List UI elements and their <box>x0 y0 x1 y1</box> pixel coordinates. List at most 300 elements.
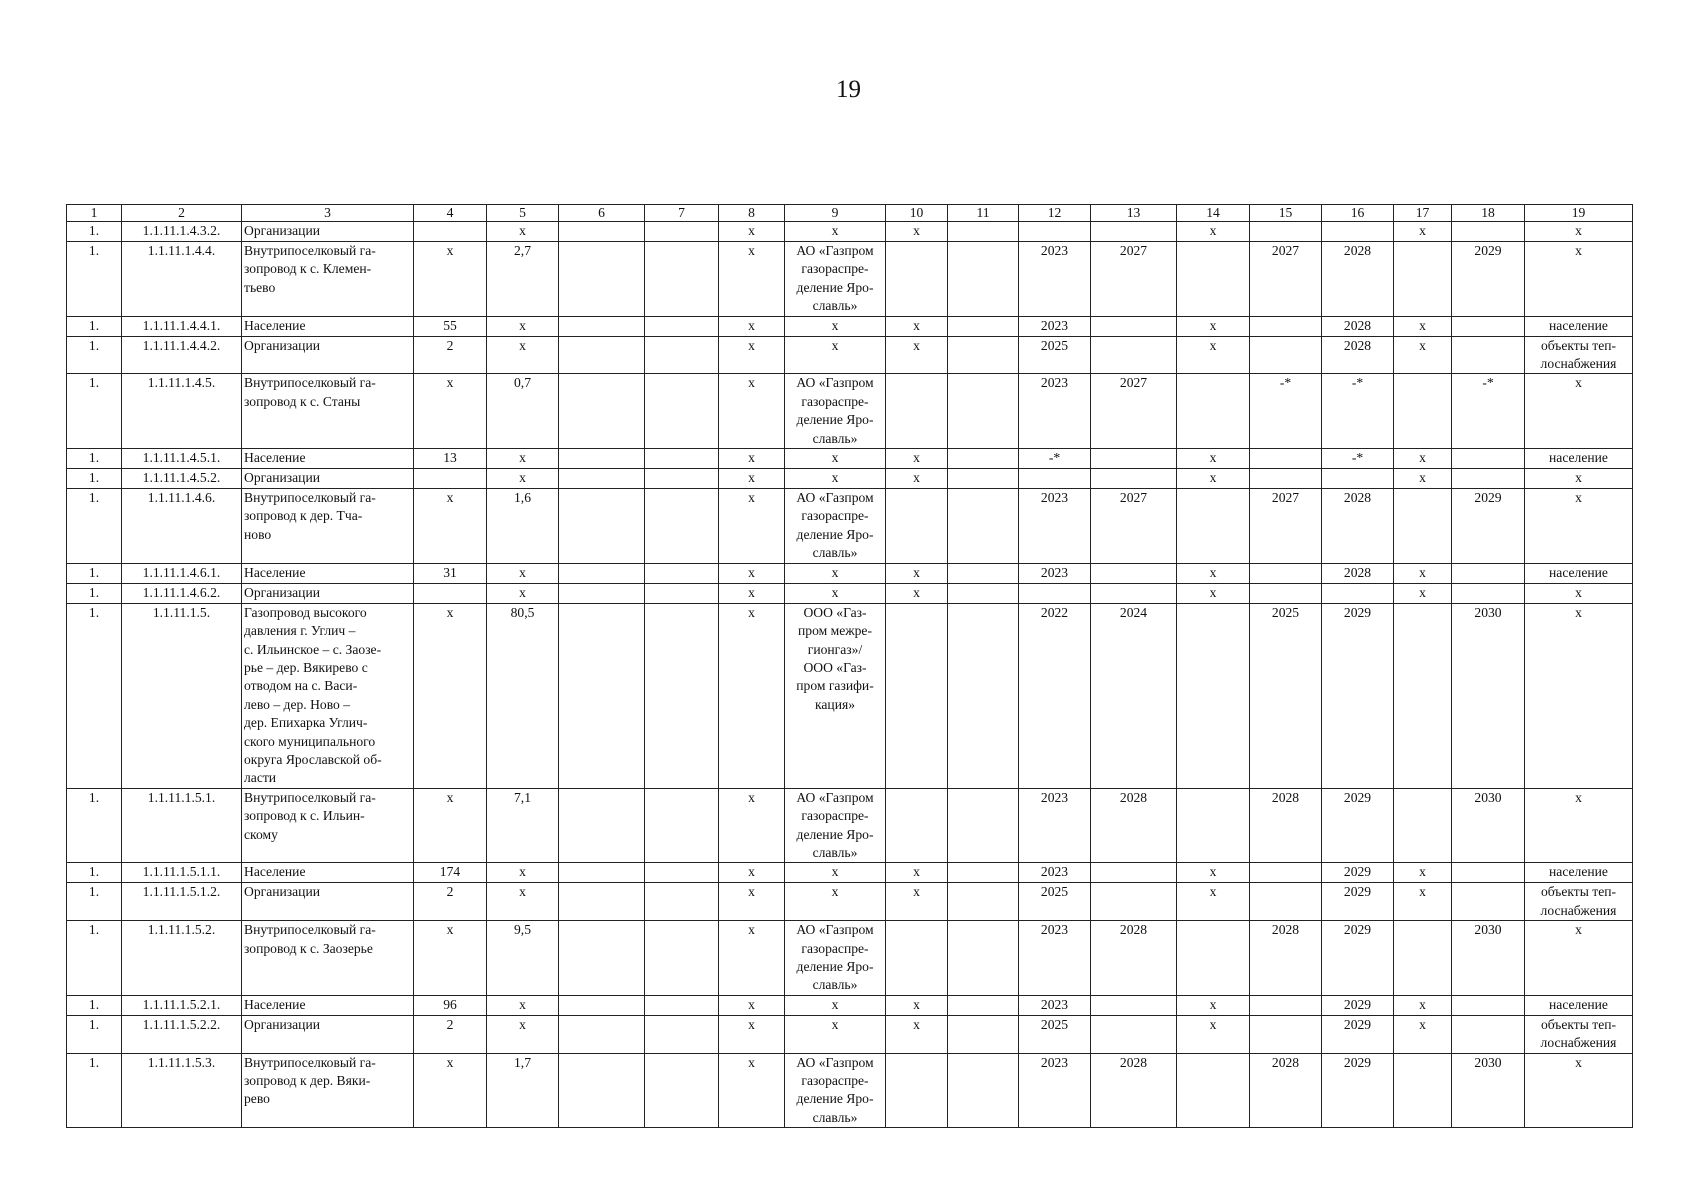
table-cell <box>1394 995 1452 1015</box>
table-cell <box>1177 336 1250 374</box>
table-cell <box>559 995 645 1015</box>
table-cell <box>242 995 414 1015</box>
table-cell <box>67 374 122 449</box>
table-cell <box>1452 921 1525 996</box>
cell-text: x <box>748 470 755 486</box>
cell-text: -* <box>1351 450 1364 466</box>
table-cell <box>1019 583 1091 603</box>
table-cell <box>948 449 1019 469</box>
table-cell <box>886 563 948 583</box>
cell-text: x <box>748 1054 755 1070</box>
table-cell <box>719 449 785 469</box>
table-cell <box>1019 1053 1091 1128</box>
cell-text: x <box>1575 604 1582 620</box>
cell-text: x <box>748 243 755 258</box>
table-cell <box>414 489 487 564</box>
cell-text: 2028 <box>1271 789 1300 805</box>
cell-text: 1. <box>88 604 100 620</box>
table-cell <box>1394 316 1452 336</box>
table-cell <box>948 316 1019 336</box>
table-cell <box>1019 489 1091 564</box>
table-cell <box>785 563 886 583</box>
cell-text: 2023 <box>1040 564 1069 580</box>
cell-text: x <box>519 337 526 353</box>
table-cell <box>719 1053 785 1128</box>
cell-text: 1.1.11.1.4.5. <box>147 375 216 391</box>
cell-text: x <box>748 864 755 880</box>
table-cell <box>1019 883 1091 921</box>
table-cell <box>948 242 1019 317</box>
table-cell <box>242 921 414 996</box>
header-cell: 10 <box>886 205 948 222</box>
table-cell <box>1177 603 1250 788</box>
table-cell <box>948 469 1019 489</box>
table-cell <box>1322 863 1394 883</box>
cell-text: x <box>1209 564 1217 580</box>
table-cell <box>886 1015 948 1053</box>
header-cell: 13 <box>1091 205 1177 222</box>
table-cell <box>1525 316 1633 336</box>
cell-text: 1. <box>88 922 100 938</box>
table-cell <box>242 1053 414 1128</box>
table-cell <box>1452 788 1525 863</box>
table-cell <box>1250 374 1322 449</box>
cell-text: 2023 <box>1040 243 1069 258</box>
table-cell <box>242 788 414 863</box>
header-cell: 1 <box>67 205 122 222</box>
table-cell <box>785 863 886 883</box>
cell-text: 2029 <box>1474 243 1502 258</box>
cell-text: 1. <box>88 996 100 1012</box>
cell-text: x <box>748 564 755 580</box>
cell-text: Организации <box>244 1016 321 1032</box>
table-cell <box>1452 489 1525 564</box>
table-row <box>67 222 1633 242</box>
table-cell <box>886 863 948 883</box>
cell-text: x <box>831 317 839 333</box>
table-cell <box>1019 242 1091 317</box>
cell-text: Внутрипоселковый га- зопровод к с. Ильин- скому <box>244 789 376 842</box>
table-cell <box>1452 863 1525 883</box>
table-cell <box>122 1053 242 1128</box>
table-cell <box>1394 1015 1452 1053</box>
table-cell <box>122 449 242 469</box>
cell-text: x <box>1209 450 1217 466</box>
table-cell <box>1322 603 1394 788</box>
table-cell <box>559 449 645 469</box>
table-cell <box>414 469 487 489</box>
header-cell: 15 <box>1250 205 1322 222</box>
cell-text: 2028 <box>1343 243 1372 258</box>
cell-text: 1.1.11.1.4.4. <box>147 243 216 258</box>
table-cell <box>1322 563 1394 583</box>
cell-text: x <box>748 1016 755 1032</box>
table-cell <box>122 921 242 996</box>
cell-text: 2022 <box>1040 604 1069 620</box>
cell-text: x <box>748 922 755 938</box>
cell-text: 1.1.11.1.5.2.1. <box>142 996 221 1012</box>
table-cell <box>1452 883 1525 921</box>
header-cell: 19 <box>1525 205 1633 222</box>
cell-text: 2025 <box>1271 604 1300 620</box>
table-cell <box>948 489 1019 564</box>
table-cell <box>559 489 645 564</box>
table-cell <box>785 242 886 317</box>
table-cell <box>1452 1053 1525 1128</box>
table-cell <box>1525 921 1633 996</box>
table-cell <box>67 603 122 788</box>
table-cell <box>1177 242 1250 317</box>
header-cell: 18 <box>1452 205 1525 222</box>
cell-text: 1. <box>88 1016 100 1032</box>
cell-text: x <box>1419 1016 1426 1032</box>
table-cell <box>785 489 886 564</box>
table-cell <box>719 921 785 996</box>
cell-text: 2028 <box>1271 922 1300 938</box>
table-cell <box>645 563 719 583</box>
cell-text: x <box>1575 223 1582 238</box>
cell-text: x <box>913 864 920 880</box>
cell-text: 2025 <box>1040 337 1069 353</box>
table-cell <box>645 316 719 336</box>
cell-text: x <box>1419 584 1426 600</box>
cell-text: x <box>1209 584 1217 600</box>
table-cell <box>886 603 948 788</box>
table-cell <box>487 374 559 449</box>
cell-text: x <box>831 996 839 1012</box>
cell-text: x <box>1209 317 1217 333</box>
table-cell <box>1394 449 1452 469</box>
table-cell <box>886 374 948 449</box>
table-cell <box>719 583 785 603</box>
table-cell <box>1091 995 1177 1015</box>
table-row <box>67 563 1633 583</box>
table-cell <box>1019 222 1091 242</box>
table-cell <box>242 242 414 317</box>
cell-text: 2027 <box>1119 490 1148 506</box>
table-cell <box>1394 788 1452 863</box>
cell-text: x <box>748 375 755 391</box>
table-cell <box>886 222 948 242</box>
table-cell <box>67 563 122 583</box>
table-cell <box>487 788 559 863</box>
cell-text: x <box>519 450 526 466</box>
table-cell <box>1525 489 1633 564</box>
table-cell <box>1322 921 1394 996</box>
table-cell <box>948 1015 1019 1053</box>
table-cell <box>1525 469 1633 489</box>
table-cell <box>122 222 242 242</box>
table-cell <box>1177 563 1250 583</box>
table-cell <box>1525 1053 1633 1128</box>
cell-text: 2027 <box>1119 243 1148 258</box>
cell-text: x <box>913 1016 920 1032</box>
table-cell <box>1019 449 1091 469</box>
cell-text: 2023 <box>1040 375 1069 391</box>
table-cell <box>645 995 719 1015</box>
table-cell <box>487 242 559 317</box>
cell-text: Организации <box>244 470 321 486</box>
cell-text: -* <box>1482 375 1494 391</box>
cell-text: 1. <box>88 490 100 506</box>
table-cell <box>559 1053 645 1128</box>
table-cell <box>414 921 487 996</box>
table-cell <box>1525 995 1633 1015</box>
table-cell <box>1452 1015 1525 1053</box>
cell-text: 2 <box>446 1016 454 1032</box>
header-cell: 9 <box>785 205 886 222</box>
table-cell <box>1177 788 1250 863</box>
page-number: 19 <box>836 76 861 103</box>
cell-text: 1. <box>88 317 100 333</box>
cell-text: x <box>913 584 920 600</box>
cell-text: 1. <box>88 864 100 880</box>
cell-text: население <box>1549 996 1608 1012</box>
cell-text: 1.1.11.1.4.6. <box>147 490 216 506</box>
header-cell: 2 <box>122 205 242 222</box>
table-cell <box>1322 883 1394 921</box>
table-cell <box>645 469 719 489</box>
table-cell <box>785 1015 886 1053</box>
table-cell <box>1250 336 1322 374</box>
table-cell <box>645 1053 719 1128</box>
table-cell <box>719 469 785 489</box>
cell-text: объекты теп- лоснабжения <box>1540 337 1617 372</box>
table-cell <box>1452 336 1525 374</box>
table-cell <box>1322 995 1394 1015</box>
table-cell <box>67 883 122 921</box>
table-cell <box>559 788 645 863</box>
cell-text: 1.1.11.1.4.5.2. <box>142 470 221 486</box>
table-cell <box>645 921 719 996</box>
table-cell <box>948 603 1019 788</box>
table-cell <box>1394 863 1452 883</box>
cell-text: 1.1.11.1.4.5.1. <box>142 450 221 466</box>
table-cell <box>1525 449 1633 469</box>
cell-text: x <box>748 884 755 900</box>
table-cell <box>785 469 886 489</box>
cell-text: Внутрипоселковый га- зопровод к с. Заозерье <box>244 922 376 956</box>
table-cell <box>1091 374 1177 449</box>
table-cell <box>1250 222 1322 242</box>
table-cell <box>559 222 645 242</box>
table-cell <box>1452 469 1525 489</box>
table-cell <box>1452 563 1525 583</box>
table-cell <box>1525 583 1633 603</box>
cell-text: 2028 <box>1343 337 1372 353</box>
table-cell <box>487 336 559 374</box>
table-cell <box>487 883 559 921</box>
cell-text: 2023 <box>1040 996 1069 1012</box>
cell-text: x <box>748 584 755 600</box>
table-cell <box>1177 1053 1250 1128</box>
table-cell <box>1452 242 1525 317</box>
header-cell: 17 <box>1394 205 1452 222</box>
table-cell <box>1322 469 1394 489</box>
table-cell <box>242 374 414 449</box>
table-cell <box>242 883 414 921</box>
table-cell <box>1019 863 1091 883</box>
table-cell <box>1177 583 1250 603</box>
table-cell <box>414 242 487 317</box>
cell-text: x <box>446 604 454 620</box>
table-cell <box>242 603 414 788</box>
table-cell <box>242 563 414 583</box>
header-cell: 12 <box>1019 205 1091 222</box>
cell-text: x <box>1419 450 1426 466</box>
table-cell <box>242 583 414 603</box>
table-cell <box>785 921 886 996</box>
table-cell <box>1091 469 1177 489</box>
table-cell <box>785 316 886 336</box>
table-cell <box>122 1015 242 1053</box>
cell-text: Население <box>244 564 306 580</box>
table-row <box>67 449 1633 469</box>
cell-text: 2023 <box>1040 789 1069 805</box>
table-cell <box>1322 336 1394 374</box>
table-cell <box>1322 583 1394 603</box>
cell-text: Население <box>244 864 306 880</box>
table-cell <box>242 489 414 564</box>
cell-text: x <box>1419 470 1426 486</box>
cell-text: 1.1.11.1.5.1.1. <box>142 864 221 880</box>
cell-text: 2025 <box>1040 884 1069 900</box>
table-cell <box>242 863 414 883</box>
cell-text: x <box>1575 243 1582 258</box>
table-cell <box>1322 316 1394 336</box>
cell-text: 1.1.11.1.4.4.1. <box>142 317 221 333</box>
table-cell <box>1525 336 1633 374</box>
cell-text: Внутрипоселковый га- зопровод к дер. Вяки- рево <box>244 1054 376 1107</box>
table-cell <box>645 788 719 863</box>
table-cell <box>1177 449 1250 469</box>
cell-text: 2 <box>446 884 454 900</box>
cell-text: Организации <box>244 884 321 900</box>
table-cell <box>122 336 242 374</box>
table-cell <box>1177 469 1250 489</box>
table-cell <box>1019 603 1091 788</box>
table-cell <box>1394 222 1452 242</box>
table-row <box>67 469 1633 489</box>
cell-text: АО «Газпром газораспре- деление Яро- славль» <box>796 1054 874 1125</box>
cell-text: 2030 <box>1474 604 1502 620</box>
cell-text: 174 <box>439 864 461 880</box>
table-cell <box>122 563 242 583</box>
cell-text: население <box>1549 317 1608 333</box>
cell-text: население <box>1549 864 1608 880</box>
cell-text: x <box>913 996 920 1012</box>
cell-text: x <box>446 490 454 506</box>
cell-text: x <box>1575 922 1582 938</box>
cell-text: x <box>748 450 755 466</box>
table-cell <box>1250 489 1322 564</box>
table-cell <box>1250 563 1322 583</box>
cell-text: ООО «Газ- пром межре- гионгаз»/ ООО «Газ- пром газифи- кация» <box>796 604 874 712</box>
table-cell <box>1525 242 1633 317</box>
table-cell <box>67 336 122 374</box>
table-cell <box>1091 336 1177 374</box>
table-cell <box>785 603 886 788</box>
cell-text: 1. <box>88 337 100 353</box>
table-cell <box>1394 883 1452 921</box>
table-cell <box>559 603 645 788</box>
table-cell <box>886 921 948 996</box>
table-cell <box>242 336 414 374</box>
cell-text: 1.1.11.1.4.3.2. <box>142 223 221 238</box>
cell-text: -* <box>1351 375 1364 391</box>
cell-text: объекты теп- лоснабжения <box>1540 884 1617 918</box>
table-cell <box>414 316 487 336</box>
table-cell <box>559 583 645 603</box>
cell-text: 1. <box>88 1054 100 1070</box>
table-cell <box>948 863 1019 883</box>
cell-text: x <box>519 884 526 900</box>
cell-text: 1. <box>88 450 100 466</box>
table-row <box>67 316 1633 336</box>
table-cell <box>1525 1015 1633 1053</box>
table-cell <box>122 489 242 564</box>
cell-text: x <box>519 317 526 333</box>
cell-text: 2028 <box>1119 922 1148 938</box>
cell-text: x <box>1575 1054 1582 1070</box>
table-cell <box>1394 583 1452 603</box>
table-cell <box>645 603 719 788</box>
table-cell <box>719 374 785 449</box>
cell-text: x <box>1209 864 1217 880</box>
table-cell <box>645 1015 719 1053</box>
table-cell <box>1322 489 1394 564</box>
table-cell <box>719 489 785 564</box>
table-cell <box>1250 449 1322 469</box>
cell-text: x <box>519 584 526 600</box>
cell-text: x <box>1419 864 1426 880</box>
table-cell <box>886 449 948 469</box>
table-cell <box>1250 1053 1322 1128</box>
cell-text: x <box>1419 884 1426 900</box>
table-cell <box>1019 316 1091 336</box>
table-cell <box>1019 995 1091 1015</box>
cell-text: 2030 <box>1474 1054 1502 1070</box>
cell-text: 1,6 <box>514 490 531 506</box>
table-cell <box>948 788 1019 863</box>
header-cell: 4 <box>414 205 487 222</box>
cell-text: 1. <box>88 789 100 805</box>
table-cell <box>886 883 948 921</box>
table-cell <box>414 563 487 583</box>
table-row <box>67 921 1633 996</box>
cell-text: x <box>831 884 839 900</box>
table-cell <box>948 995 1019 1015</box>
cell-text: x <box>1419 317 1426 333</box>
table-cell <box>1091 921 1177 996</box>
table-cell <box>122 863 242 883</box>
table-cell <box>1250 242 1322 317</box>
table-cell <box>948 563 1019 583</box>
cell-text: x <box>748 490 755 506</box>
table-cell <box>559 921 645 996</box>
cell-text: x <box>913 450 920 466</box>
table-cell <box>487 995 559 1015</box>
table-cell <box>1525 222 1633 242</box>
cell-text: 1. <box>88 884 100 900</box>
table-cell <box>886 316 948 336</box>
table-cell <box>719 863 785 883</box>
table-row <box>67 1053 1633 1128</box>
cell-text: 2023 <box>1040 922 1069 938</box>
table-cell <box>242 316 414 336</box>
table-cell <box>1322 242 1394 317</box>
table-cell <box>1394 336 1452 374</box>
